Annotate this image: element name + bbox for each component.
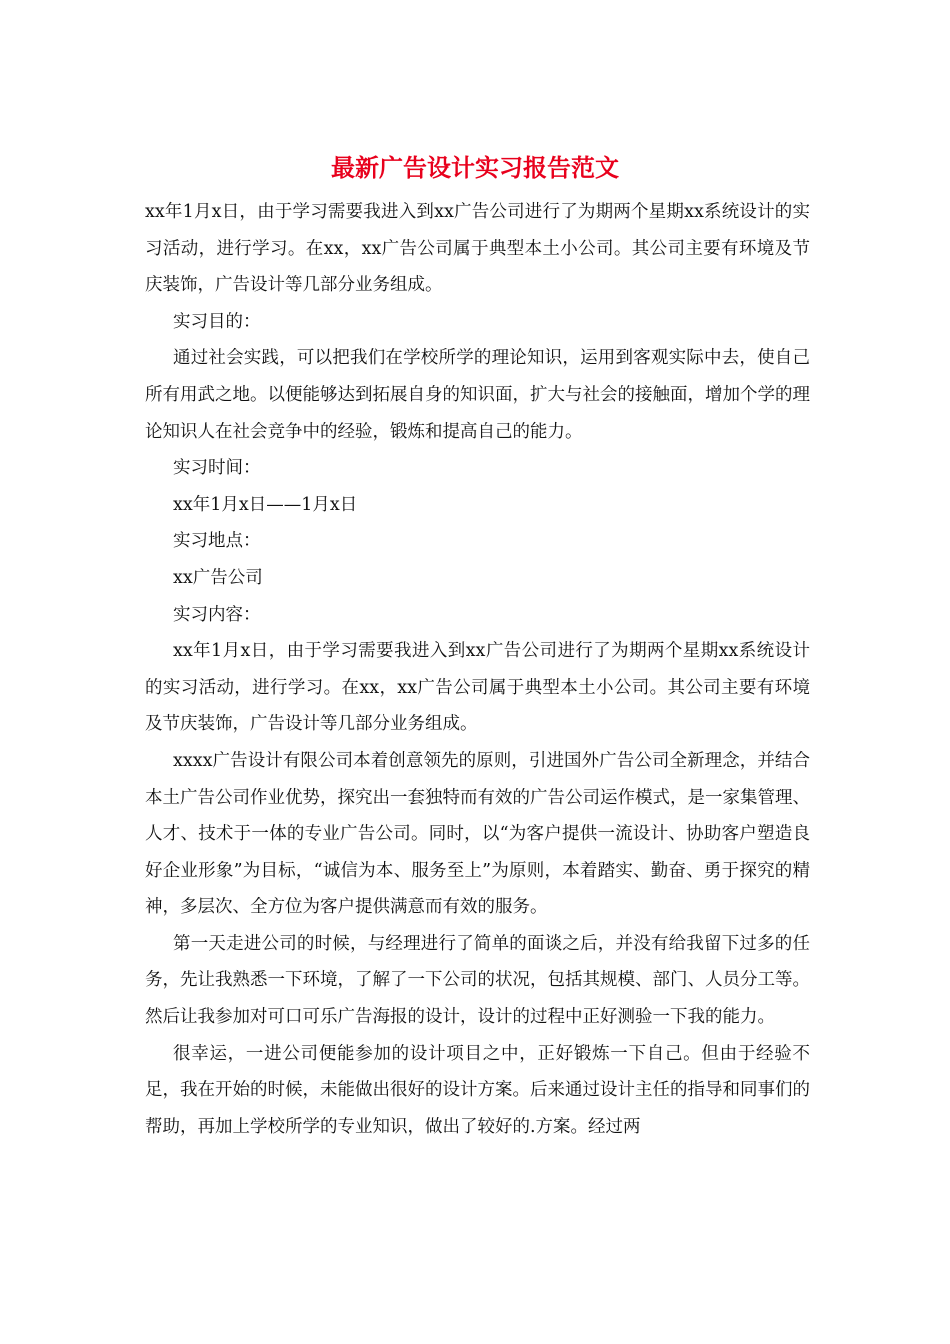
heading-purpose: 实习目的： bbox=[173, 311, 261, 332]
document-body bbox=[145, 194, 810, 1145]
paragraph-company: xxxx广告设计有限公司本着创意领先的原则，引进国外广告公司全新理念，并结合本土广告公司作业优势，探究出一套独特而有效的广告公司运作模式，是一家集管理、人才、技术于一体的专业广告公司。同时，以“为客户提供一流设计、协助客户塑造良好企业形象”为目标，“诚信为本、服务至上”为原则，本着踏实、勤奋、勇于探究的精神，多层次、全方位为客户提供满意而有效的服务。 bbox=[145, 750, 810, 918]
heading-content: 实习内容： bbox=[173, 604, 261, 625]
paragraph-time: xx年1月x日——1月x日 bbox=[173, 494, 358, 515]
paragraph-project: 很幸运，一进公司便能参加的设计项目之中，正好锻炼一下自己。但由于经验不足，我在开始的时候，未能做出很好的设计方案。后来通过设计主任的指导和同事们的帮助，再加上学校所学的专业知识，做出了较好的.方案。经过两 bbox=[145, 1043, 810, 1137]
paragraph-purpose: 通过社会实践，可以把我们在学校所学的理论知识，运用到客观实际中去，使自己所有用武之地。以便能够达到拓展自身的知识面，扩大与社会的接触面，增加个学的理论知识人在社会竞争中的经验，锻炼和提高自己的能力。 bbox=[145, 348, 810, 442]
heading-time: 实习时间： bbox=[173, 458, 261, 479]
heading-location: 实习地点： bbox=[173, 531, 261, 552]
paragraph-content-intro: xx年1月x日，由于学习需要我进入到xx广告公司进行了为期两个星期xx系统设计的实习活动，进行学习。在xx，xx广告公司属于典型本土小公司。其公司主要有环境及节庆装饰，广告设计等几部分业务组成。 bbox=[145, 641, 810, 735]
paragraph-first-day: 第一天走进公司的时候，与经理进行了简单的面谈之后，并没有给我留下过多的任务，先让我熟悉一下环境，了解了一下公司的状况，包括其规模、部门、人员分工等。然后让我参加对可口可乐广告海报的设计，设计的过程中正好测验一下我的能力。 bbox=[145, 933, 810, 1028]
paragraph-location: xx广告公司 bbox=[173, 567, 263, 588]
paragraph-intro: xx年1月x日，由于学习需要我进入到xx广告公司进行了为期两个星期xx系统设计的实习活动，进行学习。在xx，xx广告公司属于典型本土小公司。其公司主要有环境及节庆装饰，广告设计等几部分业务组成。 bbox=[145, 202, 810, 296]
document-title: 最新广告设计实习报告范文 bbox=[331, 153, 619, 182]
